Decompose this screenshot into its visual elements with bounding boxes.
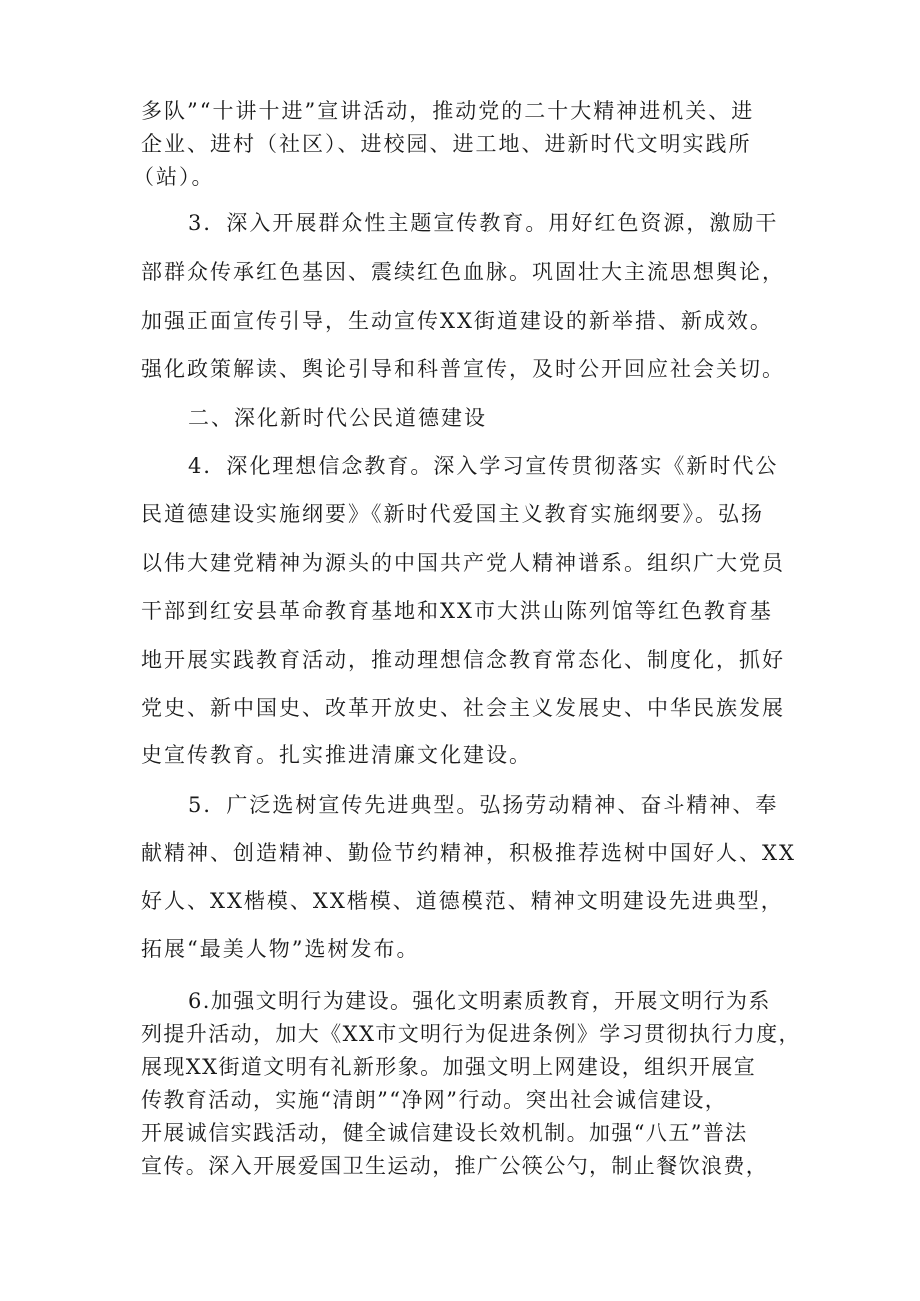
text-line: 传教育活动，实施“清朗”“净网”行动。突出社会诚信建设， bbox=[141, 1088, 728, 1112]
text-line: 以伟大建党精神为源头的中国共产党人精神谱系。组织广大党员 bbox=[141, 551, 785, 575]
text-line: 3．深入开展群众性主题宣传教育。用好红色资源，激励干 bbox=[188, 211, 779, 235]
section-heading: 二、深化新时代公民道德建设 bbox=[188, 406, 487, 430]
text-line: 民道德建设实施纲要》《新时代爱国主义教育实施纲要》。弘扬 bbox=[141, 502, 764, 526]
text-line: 强化政策解读、舆论引导和科普宣传，及时公开回应社会关切。 bbox=[141, 357, 785, 381]
text-line: 干部到红安县革命教育基地和XX市大洪山陈列馆等红色教育基 bbox=[141, 599, 773, 623]
text-line: 5．广泛选树宣传先进典型。弘扬劳动精神、奋斗精神、奉 bbox=[188, 793, 779, 817]
text-line: 地开展实践教育活动，推动理想信念教育常态化、制度化，抓好 bbox=[141, 648, 785, 672]
text-line: 多队”“十讲十进”宣讲活动，推动党的二十大精神进机关、进 bbox=[141, 99, 755, 123]
text-line: （站）。 bbox=[133, 165, 215, 189]
text-line: 党史、新中国史、改革开放史、社会主义发展史、中华民族发展 bbox=[141, 696, 785, 720]
text-line: 加强正面宣传引导，生动宣传XX街道建设的新举措、新成效。 bbox=[141, 309, 773, 333]
text-line: 宣传。深入开展爱国卫生运动，推广公筷公勺，制止餐饮浪费， bbox=[141, 1154, 769, 1178]
text-line: 4．深化理想信念教育。深入学习宣传贯彻落实《新时代公 bbox=[188, 454, 779, 478]
text-line: 列提升活动，加大《XX市文明行为促进条例》学习贯彻执行力度， bbox=[141, 1022, 801, 1046]
text-line: 开展诚信实践活动，健全诚信建设长效机制。加强“八五”普法 bbox=[141, 1121, 748, 1145]
text-line: 企业、进村（社区）、进校园、进工地、进新时代文明实践所 bbox=[141, 132, 752, 156]
text-line: 部群众传承红色基因、震续红色血脉。巩固壮大主流思想舆论， bbox=[141, 260, 785, 284]
text-line: 6.加强文明行为建设。强化文明素质教育，开展文明行为系 bbox=[188, 989, 771, 1013]
text-line: 拓展“最美人物”选树发布。 bbox=[141, 937, 420, 961]
text-line: 史宣传教育。扎实推进清廉文化建设。 bbox=[141, 743, 532, 767]
text-line: 展现XX街道文明有礼新形象。加强文明上网建设，组织开展宣 bbox=[141, 1055, 757, 1079]
text-line: 好人、XX楷模、XX楷模、道德模范、精神文明建设先进典型， bbox=[141, 889, 784, 913]
text-line: 献精神、创造精神、勤俭节约精神，积极推荐选树中国好人、XX bbox=[141, 841, 796, 865]
